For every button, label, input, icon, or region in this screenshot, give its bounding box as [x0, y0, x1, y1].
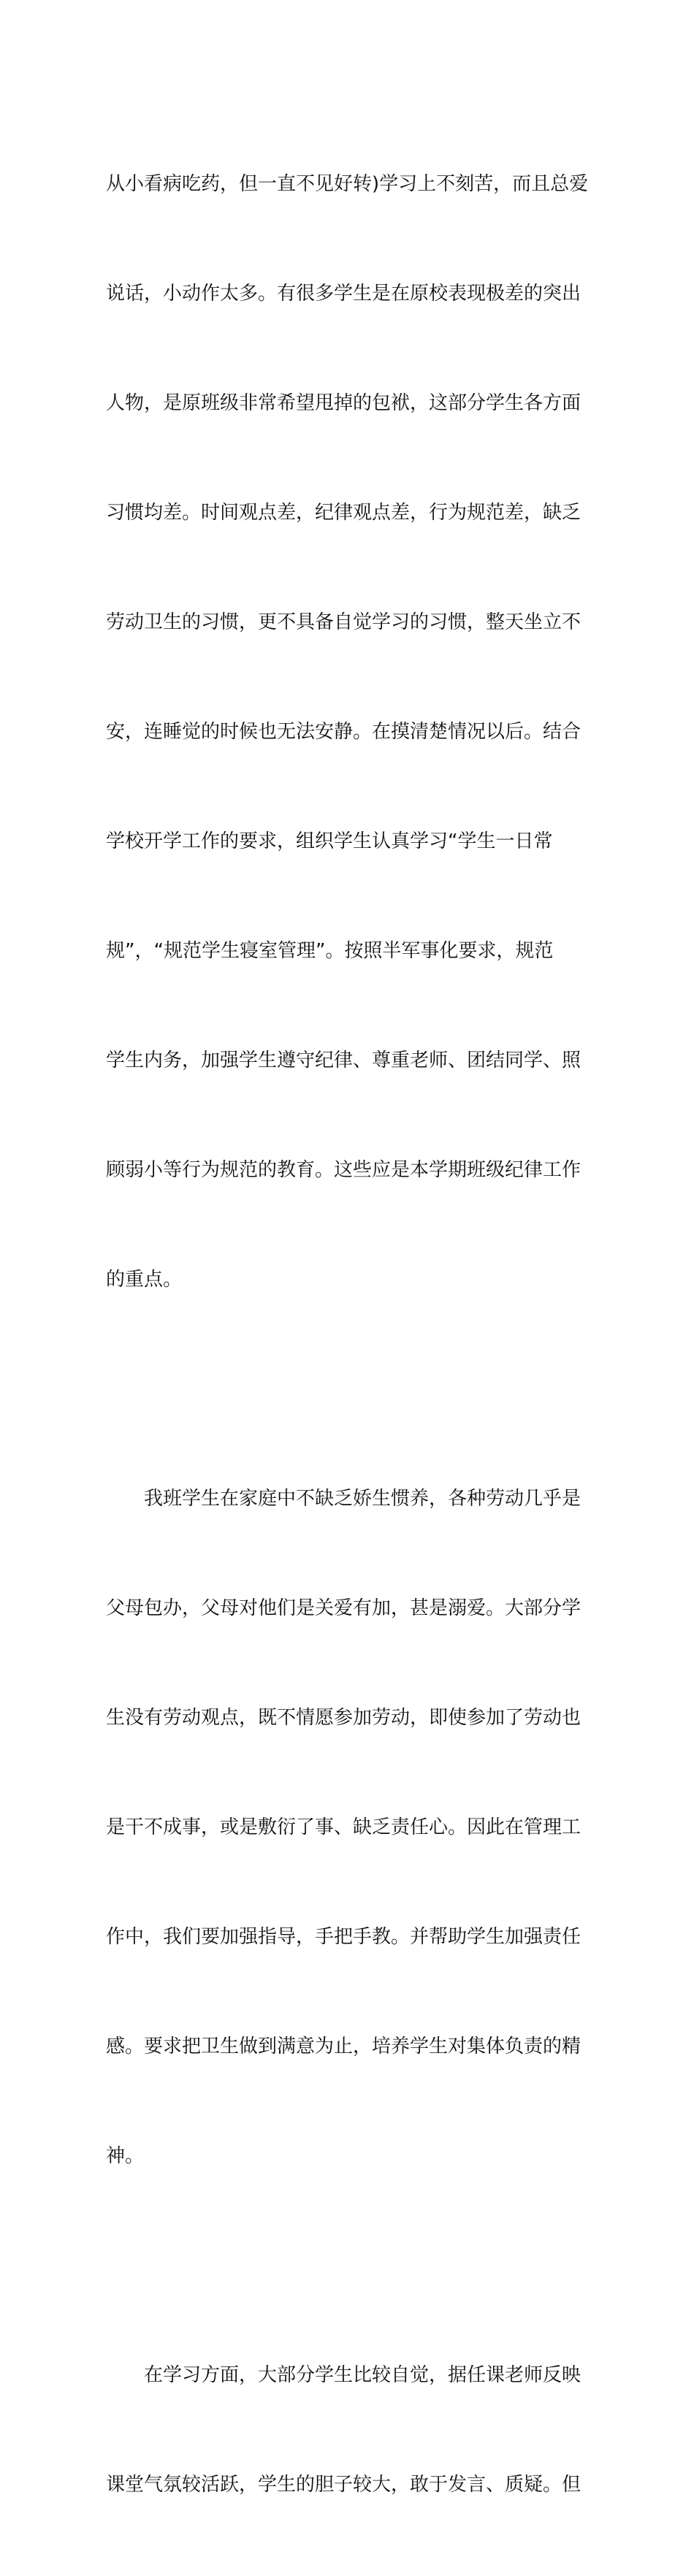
paragraph-spacer	[106, 2247, 592, 2284]
text-line: 课堂气氛较活跃，学生的胆子较大，敢于发言、质疑。但	[106, 2474, 581, 2496]
text-line: 顾弱小等行为规范的教育。这些应是本学期班级纪律工作	[106, 1159, 581, 1181]
paragraph-1	[106, 93, 592, 1371]
text-line: 感。要求把卫生做到满意为止，培养学生对集体负责的精	[106, 2036, 581, 2057]
text-line: 说话，小动作太多。有很多学生是在原校表现极差的突出	[106, 283, 581, 305]
text-line: 劳动卫生的习惯，更不具备自觉学习的习惯，整天坐立不	[106, 611, 581, 633]
text-line: 父母包办，父母对他们是关爱有加，甚是溺爱。大部分学	[106, 1597, 581, 1619]
text-line: 作中，我们要加强指导，手把手教。并帮助学生加强责任	[106, 1926, 581, 1948]
text-line: 我班学生在家庭中不缺乏娇生惯养，各种劳动几乎是	[106, 1488, 581, 1510]
text-line: 是干不成事，或是敷衍了事、缺乏责任心。因此在管理工	[106, 1816, 581, 1838]
document-body	[106, 93, 592, 2576]
text-line: 安，连睡觉的时候也无法安静。在摸清楚情况以后。结合	[106, 721, 581, 743]
paragraph-3	[106, 2284, 592, 2576]
text-line: 神。	[106, 2145, 145, 2167]
text-line: 生没有劳动观点，既不情愿参加劳动，即使参加了劳动也	[106, 1707, 581, 1729]
paragraph-spacer	[106, 1371, 592, 1407]
text-line: 的重点。	[106, 1269, 183, 1291]
text-line: 人物，是原班级非常希望甩掉的包袱，这部分学生各方面	[106, 392, 581, 414]
paragraph-2	[106, 1407, 592, 2247]
text-line: 学生内务，加强学生遵守纪律、尊重老师、团结同学、照	[106, 1050, 581, 1071]
text-line: 从小看病吃药，但一直不见好转)学习上不刻苦，而且总爱	[106, 173, 589, 195]
text-line: 规”，“规范学生寝室管理”。按照半军事化要求，规范	[106, 940, 554, 962]
text-line: 学校开学工作的要求，组织学生认真学习“学生一日常	[106, 830, 553, 852]
text-line: 在学习方面，大部分学生比较自觉，据任课老师反映	[106, 2364, 581, 2386]
text-line: 习惯均差。时间观点差，纪律观点差，行为规范差，缺乏	[106, 502, 581, 524]
